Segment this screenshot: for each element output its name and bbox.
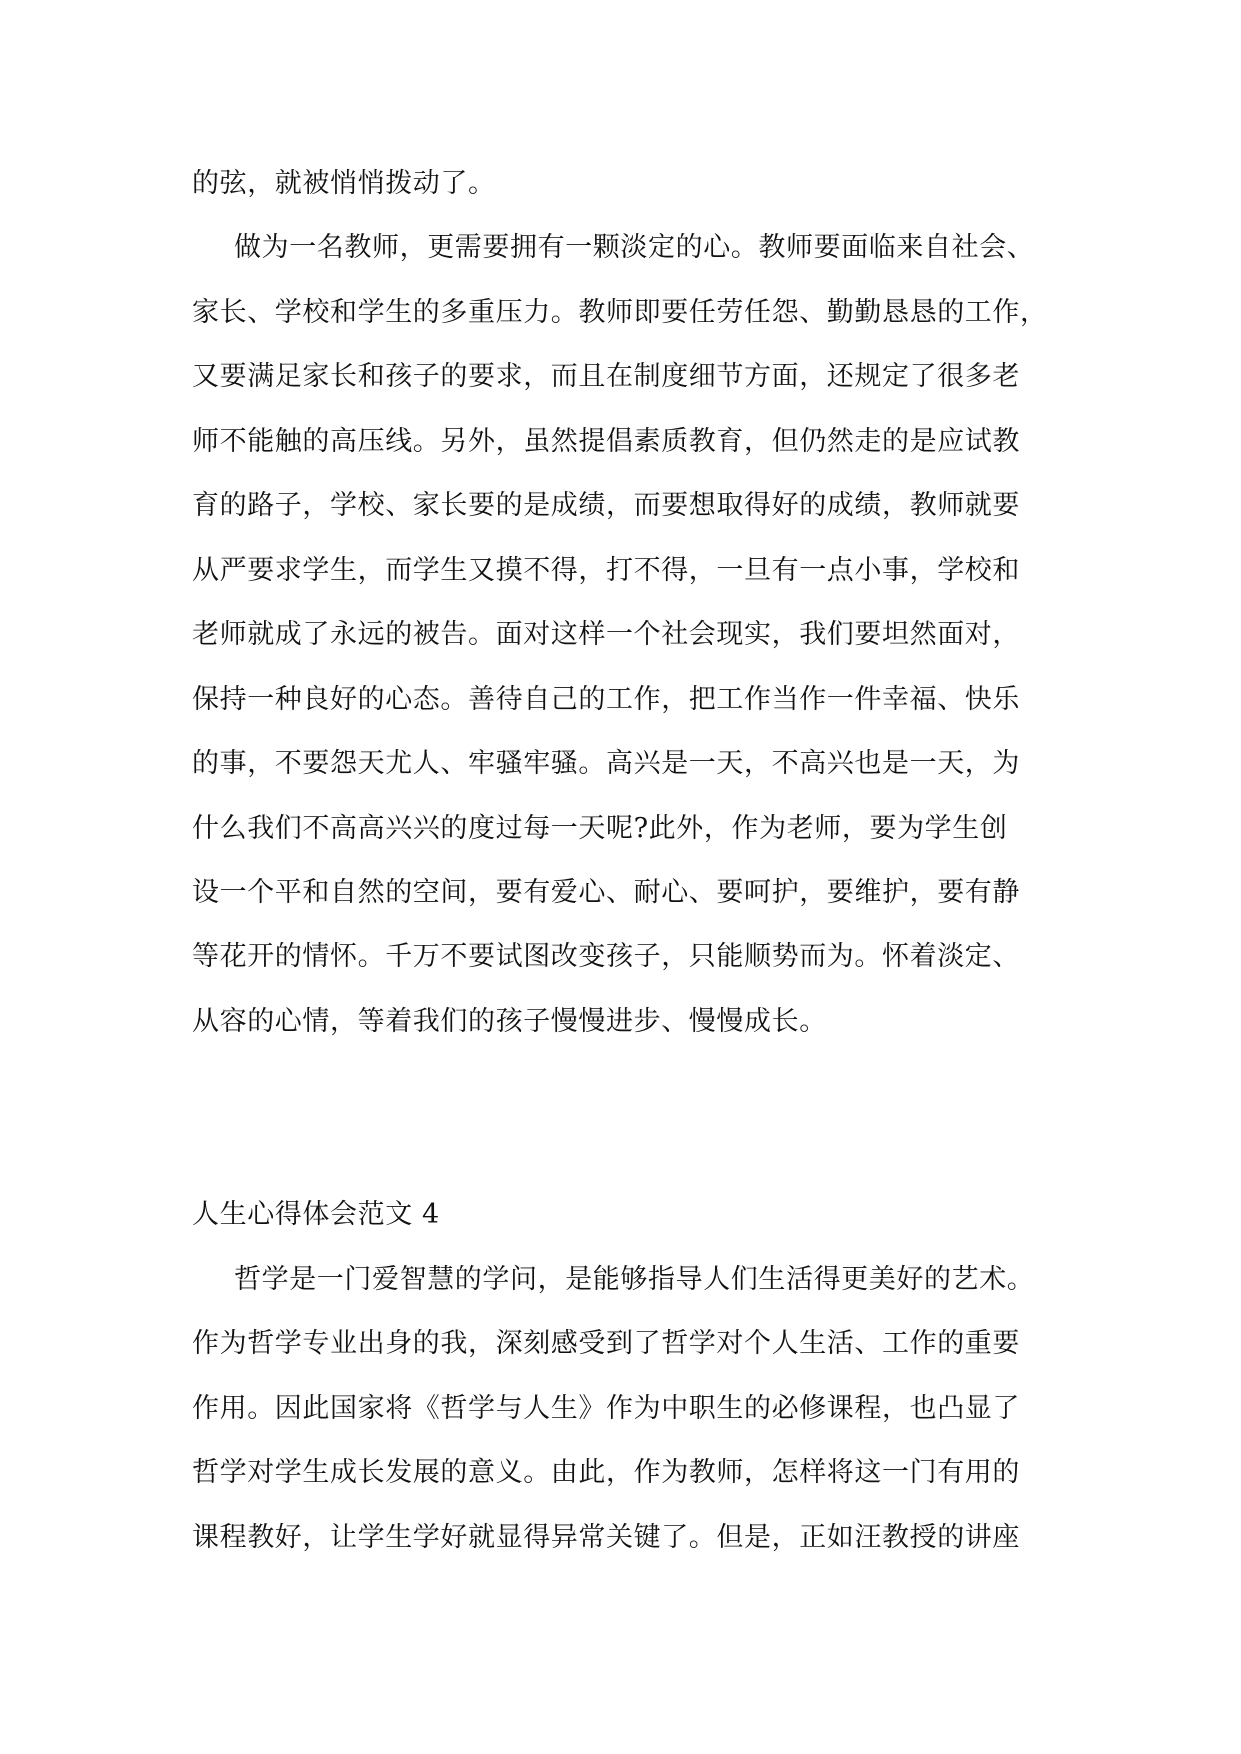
paragraph-first-line: 做为一名教师，更需要拥有一颗淡定的心。教师要面临来自社会、: [234, 232, 1035, 263]
text-line: 又要满足家长和孩子的要求，而且在制度细节方面，还规定了很多老: [192, 361, 1020, 392]
text-line: 等花开的情怀。千万不要试图改变孩子，只能顺势而为。怀着淡定、: [192, 941, 1020, 972]
text-line: 设一个平和自然的空间，要有爱心、耐心、要呵护，要维护，要有静: [192, 877, 1020, 908]
text-line: 的弦，就被悄悄拨动了。: [192, 168, 496, 199]
paragraph-first-line: 哲学是一门爱智慧的学问，是能够指导人们生活得更美好的艺术。: [234, 1264, 1035, 1295]
text-line: 从严要求学生，而学生又摸不得，打不得，一旦有一点小事，学校和: [192, 555, 1020, 586]
text-line: 作用。因此国家将《哲学与人生》作为中职生的必修课程，也凸显了: [192, 1393, 1020, 1424]
text-line: 保持一种良好的心态。善待自己的工作，把工作当作一件幸福、快乐: [192, 684, 1020, 715]
section-title: 人生心得体会范文 4: [192, 1199, 440, 1230]
text-line: 课程教好，让学生学好就显得异常关键了。但是，正如汪教授的讲座: [192, 1522, 1020, 1553]
text-line: 哲学对学生成长发展的意义。由此，作为教师，怎样将这一门有用的: [192, 1457, 1020, 1488]
text-line: 师不能触的高压线。另外，虽然提倡素质教育，但仍然走的是应试教: [192, 426, 1020, 457]
text-line: 老师就成了永远的被告。面对这样一个社会现实，我们要坦然面对，: [192, 619, 1020, 650]
text-line: 的事，不要怨天尤人、牢骚牢骚。高兴是一天，不高兴也是一天，为: [192, 748, 1020, 779]
text-line: 作为哲学专业出身的我，深刻感受到了哲学对个人生活、工作的重要: [192, 1328, 1020, 1359]
text-line: 什么我们不高高兴兴的度过每一天呢?此外，作为老师，要为学生创: [192, 813, 1008, 844]
text-line: 育的路子，学校、家长要的是成绩，而要想取得好的成绩，教师就要: [192, 490, 1020, 521]
text-line: 从容的心情，等着我们的孩子慢慢进步、慢慢成长。: [192, 1006, 827, 1037]
text-line: 家长、学校和学生的多重压力。教师即要任劳任怨、勤勤恳恳的工作，: [192, 297, 1048, 328]
